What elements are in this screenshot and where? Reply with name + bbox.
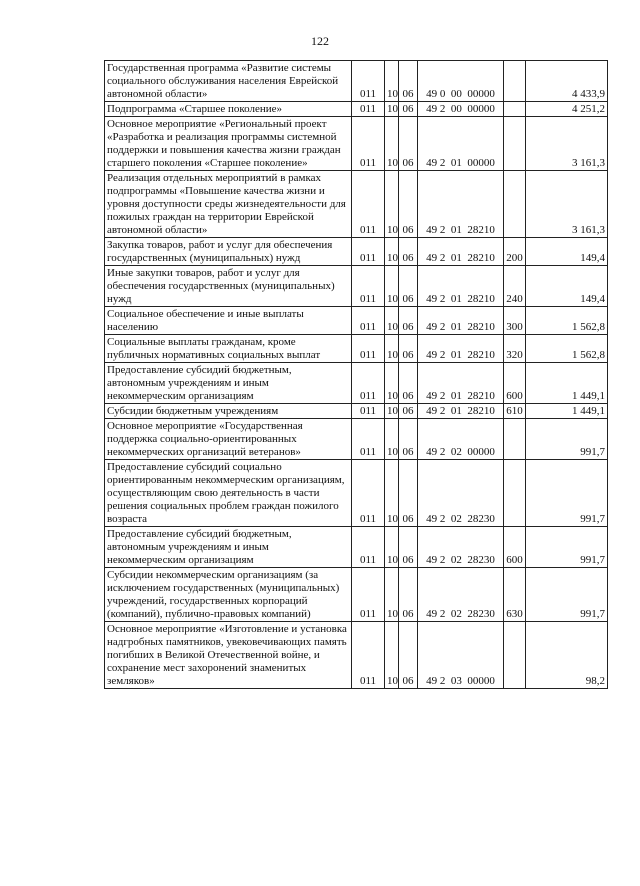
section-code: 10 [385, 419, 399, 460]
amount: 149,4 [526, 238, 608, 266]
row-name: Реализация отдельных мероприятий в рамках подпрограммы «Повышение качества жизни и уровня доступности среды жизнедеятельности для пожилых граждан на территории Еврейской автономной области» [105, 171, 352, 238]
expense-type-code: 600 [504, 527, 526, 568]
ministry-code: 011 [352, 171, 385, 238]
table-row [105, 61, 608, 102]
table-row [105, 363, 608, 404]
expense-type-code [504, 117, 526, 171]
ministry-code: 011 [352, 527, 385, 568]
section-code: 10 [385, 622, 399, 689]
row-name: Предоставление субсидий бюджетным, автономным учреждениям и иным некоммерческим организациям [105, 527, 352, 568]
subsection-code: 06 [399, 266, 418, 307]
amount: 991,7 [526, 568, 608, 622]
subsection-code: 06 [399, 61, 418, 102]
ministry-code: 011 [352, 460, 385, 527]
expense-type-code: 610 [504, 404, 526, 419]
subsection-code: 06 [399, 622, 418, 689]
page-number: 122 [311, 34, 329, 48]
table-row [105, 404, 608, 419]
target-article-code: 49 2 02 00000 [418, 419, 504, 460]
ministry-code: 011 [352, 61, 385, 102]
subsection-code: 06 [399, 335, 418, 363]
target-article-code: 49 0 00 00000 [418, 61, 504, 102]
amount: 4 433,9 [526, 61, 608, 102]
subsection-code: 06 [399, 404, 418, 419]
subsection-code: 06 [399, 568, 418, 622]
row-name: Субсидии бюджетным учреждениям [105, 404, 352, 419]
ministry-code: 011 [352, 238, 385, 266]
table-row [105, 117, 608, 171]
ministry-code: 011 [352, 117, 385, 171]
subsection-code: 06 [399, 171, 418, 238]
section-code: 10 [385, 335, 399, 363]
section-code: 10 [385, 404, 399, 419]
amount: 1 449,1 [526, 363, 608, 404]
amount: 991,7 [526, 527, 608, 568]
section-code: 10 [385, 238, 399, 266]
row-name: Основное мероприятие «Изготовление и установка надгробных памятников, увековечивающих память погибших в Великой Отечественной войне, и сохранение мест захоронений знаменитых земляков» [105, 622, 352, 689]
expense-type-code: 300 [504, 307, 526, 335]
row-name: Закупка товаров, работ и услуг для обеспечения государственных (муниципальных) нужд [105, 238, 352, 266]
expense-type-code: 600 [504, 363, 526, 404]
target-article-code: 49 2 01 00000 [418, 117, 504, 171]
expense-type-code: 630 [504, 568, 526, 622]
expense-type-code: 240 [504, 266, 526, 307]
table-row [105, 307, 608, 335]
ministry-code: 011 [352, 307, 385, 335]
expense-type-code [504, 460, 526, 527]
table-row [105, 335, 608, 363]
target-article-code: 49 2 01 28210 [418, 171, 504, 238]
target-article-code: 49 2 01 28210 [418, 307, 504, 335]
table-row [105, 102, 608, 117]
target-article-code: 49 2 01 28210 [418, 335, 504, 363]
table-row [105, 266, 608, 307]
target-article-code: 49 2 01 28210 [418, 363, 504, 404]
subsection-code: 06 [399, 117, 418, 171]
amount: 1 562,8 [526, 335, 608, 363]
ministry-code: 011 [352, 404, 385, 419]
expense-type-code [504, 102, 526, 117]
subsection-code: 06 [399, 238, 418, 266]
ministry-code: 011 [352, 102, 385, 117]
section-code: 10 [385, 460, 399, 527]
section-code: 10 [385, 266, 399, 307]
table-row [105, 527, 608, 568]
budget-table [104, 60, 608, 689]
table-row [105, 622, 608, 689]
expense-type-code [504, 61, 526, 102]
row-name: Социальные выплаты гражданам, кроме публичных нормативных социальных выплат [105, 335, 352, 363]
table-row [105, 419, 608, 460]
amount: 4 251,2 [526, 102, 608, 117]
section-code: 10 [385, 117, 399, 171]
subsection-code: 06 [399, 363, 418, 404]
table-row [105, 460, 608, 527]
expense-type-code [504, 171, 526, 238]
section-code: 10 [385, 527, 399, 568]
ministry-code: 011 [352, 568, 385, 622]
section-code: 10 [385, 171, 399, 238]
amount: 1 562,8 [526, 307, 608, 335]
expense-type-code [504, 622, 526, 689]
row-name: Подпрограмма «Старшее поколение» [105, 102, 352, 117]
ministry-code: 011 [352, 622, 385, 689]
expense-type-code [504, 419, 526, 460]
row-name: Социальное обеспечение и иные выплаты населению [105, 307, 352, 335]
table-row [105, 171, 608, 238]
expense-type-code: 200 [504, 238, 526, 266]
target-article-code: 49 2 00 00000 [418, 102, 504, 117]
target-article-code: 49 2 01 28210 [418, 266, 504, 307]
amount: 991,7 [526, 460, 608, 527]
table-row [105, 568, 608, 622]
row-name: Основное мероприятие «Государственная поддержка социально-ориентированных некоммерческих организаций ветеранов» [105, 419, 352, 460]
target-article-code: 49 2 02 28230 [418, 527, 504, 568]
row-name: Субсидии некоммерческим организациям (за исключением государственных (муниципальных) учреждений, государственных корпораций (компаний), публично-правовых компаний) [105, 568, 352, 622]
row-name: Предоставление субсидий социально ориентированным некоммерческим организациям, осуществляющим свою деятельность в части решения социальных проблем граждан пожилого возраста [105, 460, 352, 527]
subsection-code: 06 [399, 460, 418, 527]
amount: 149,4 [526, 266, 608, 307]
amount: 991,7 [526, 419, 608, 460]
target-article-code: 49 2 02 28230 [418, 460, 504, 527]
amount: 1 449,1 [526, 404, 608, 419]
subsection-code: 06 [399, 419, 418, 460]
target-article-code: 49 2 03 00000 [418, 622, 504, 689]
subsection-code: 06 [399, 527, 418, 568]
subsection-code: 06 [399, 102, 418, 117]
ministry-code: 011 [352, 335, 385, 363]
ministry-code: 011 [352, 419, 385, 460]
amount: 3 161,3 [526, 171, 608, 238]
section-code: 10 [385, 307, 399, 335]
row-name: Иные закупки товаров, работ и услуг для обеспечения государственных (муниципальных) нужд [105, 266, 352, 307]
target-article-code: 49 2 01 28210 [418, 404, 504, 419]
target-article-code: 49 2 02 28230 [418, 568, 504, 622]
row-name: Основное мероприятие «Региональный проект «Разработка и реализация программы системной поддержки и повышения качества жизни граждан старшего поколения «Старшее поколение» [105, 117, 352, 171]
section-code: 10 [385, 568, 399, 622]
section-code: 10 [385, 363, 399, 404]
ministry-code: 011 [352, 266, 385, 307]
expense-type-code: 320 [504, 335, 526, 363]
amount: 98,2 [526, 622, 608, 689]
amount: 3 161,3 [526, 117, 608, 171]
subsection-code: 06 [399, 307, 418, 335]
section-code: 10 [385, 102, 399, 117]
ministry-code: 011 [352, 363, 385, 404]
table-row [105, 238, 608, 266]
section-code: 10 [385, 61, 399, 102]
target-article-code: 49 2 01 28210 [418, 238, 504, 266]
row-name: Государственная программа «Развитие системы социального обслуживания населения Еврейской автономной области» [105, 61, 352, 102]
row-name: Предоставление субсидий бюджетным, автономным учреждениям и иным некоммерческим организациям [105, 363, 352, 404]
